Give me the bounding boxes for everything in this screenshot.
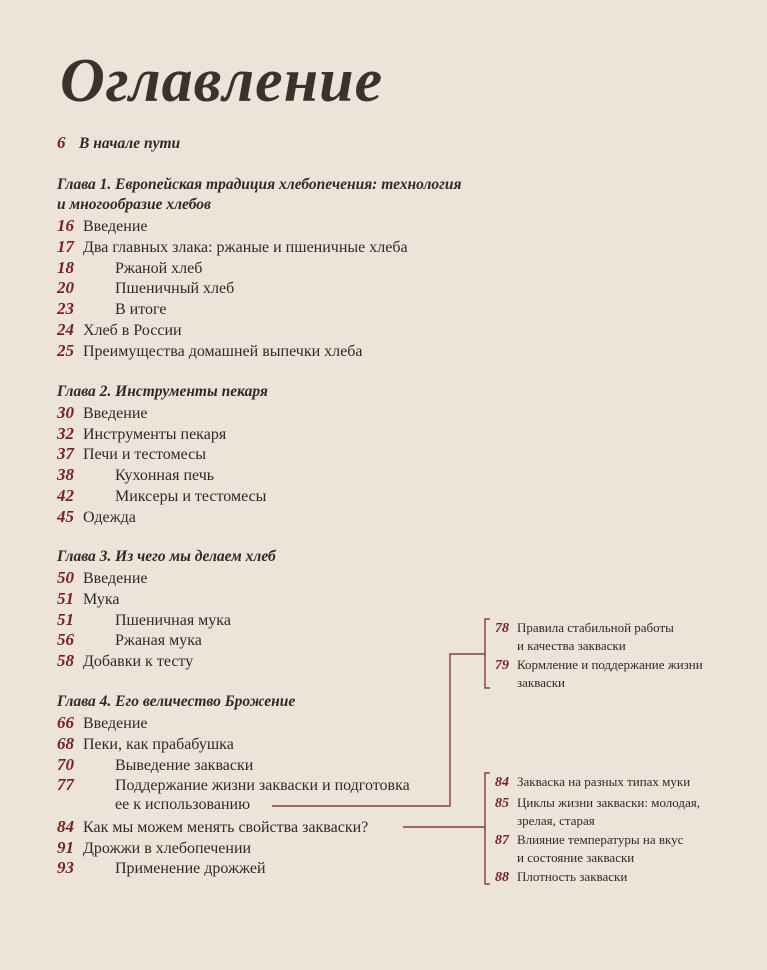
page-number: 87 xyxy=(495,833,509,848)
bracket-group-2 xyxy=(485,773,490,884)
toc-label: Введение xyxy=(83,715,148,732)
page-number: 23 xyxy=(57,299,74,318)
connector-77 xyxy=(272,654,485,806)
toc-label: Введение xyxy=(83,218,148,235)
toc-label: Одежда xyxy=(83,509,136,526)
toc-label: Пшеничная мука xyxy=(115,612,231,629)
toc-label: Применение дрожжей xyxy=(115,860,266,877)
toc-label: Два главных злака: ржаные и пшеничные хлеба xyxy=(83,239,408,256)
side-label: Закваска на разных типах муки xyxy=(517,774,691,789)
page-number: 85 xyxy=(495,796,509,811)
page-title: Оглавление xyxy=(60,47,384,115)
page-number: 68 xyxy=(57,734,74,753)
toc-label: Как мы можем менять свойства закваски? xyxy=(83,819,369,836)
toc-label: Введение xyxy=(83,570,148,587)
toc-label: Кухонная печь xyxy=(115,467,215,484)
toc-label: Мука xyxy=(83,591,120,608)
page-number: 84 xyxy=(57,817,74,836)
chapter-1-title[interactable]: Глава 1. Европейская традиция хлебопечения: технология xyxy=(57,176,462,193)
page-number: 42 xyxy=(57,486,74,505)
page-number: 66 xyxy=(57,713,74,732)
side-label-cont: закваски xyxy=(517,675,566,690)
page-number: 91 xyxy=(57,838,74,857)
side-label-cont: и состояние закваски xyxy=(517,850,635,865)
toc-label: В начале пути xyxy=(79,135,181,152)
toc-label: Инструменты пекаря xyxy=(83,426,227,443)
page-number: 77 xyxy=(57,775,74,794)
page-number: 56 xyxy=(57,630,74,649)
toc-label: Пшеничный хлеб xyxy=(115,280,235,297)
side-label: Плотность закваски xyxy=(517,869,628,884)
chapter-2-title[interactable]: Глава 2. Инструменты пекаря xyxy=(57,383,268,400)
page-number: 84 xyxy=(495,775,509,790)
toc-label: ее к использованию xyxy=(115,796,251,813)
toc-label: В итоге xyxy=(115,301,167,318)
toc-label: Ржаной хлеб xyxy=(115,260,203,277)
page-number: 79 xyxy=(495,658,509,673)
page-number: 88 xyxy=(495,870,509,885)
chapter-4-title[interactable]: Глава 4. Его величество Брожение xyxy=(57,693,296,710)
toc-label: Введение xyxy=(83,405,148,422)
toc-label: Преимущества домашней выпечки хлеба xyxy=(83,343,363,360)
side-label-cont: и качества закваски xyxy=(517,638,626,653)
page-number: 78 xyxy=(495,621,509,636)
page-number: 25 xyxy=(57,341,74,360)
toc-label: Дрожжи в хлебопечении xyxy=(83,840,252,857)
page-number: 45 xyxy=(57,507,74,526)
page-number: 37 xyxy=(57,444,74,463)
side-label-cont: зрелая, старая xyxy=(517,813,595,828)
page-number: 50 xyxy=(57,568,74,587)
side-label: Правила стабильной работы xyxy=(517,620,674,635)
page-number: 16 xyxy=(57,216,74,235)
toc-label: Пеки, как прабабушка xyxy=(83,736,234,753)
page-number: 6 xyxy=(57,133,66,152)
toc-label: Поддержание жизни закваски и подготовка xyxy=(115,777,410,794)
bracket-group-1 xyxy=(485,619,490,688)
toc-label: Ржаная мука xyxy=(115,632,202,649)
page-number: 30 xyxy=(57,403,74,422)
page-number: 38 xyxy=(57,465,74,484)
page-number: 51 xyxy=(57,589,74,608)
toc-label: Печи и тестомесы xyxy=(83,446,206,463)
toc-label: Хлеб в России xyxy=(83,322,182,339)
page-number: 18 xyxy=(57,258,74,277)
page-number: 51 xyxy=(57,610,74,629)
chapter-1-title-cont[interactable]: и многообразие хлебов xyxy=(57,196,211,213)
page-number: 20 xyxy=(57,278,74,297)
side-label: Циклы жизни закваски: молодая, xyxy=(517,795,701,810)
toc-label: Выведение закваски xyxy=(115,757,254,774)
toc-label: Добавки к тесту xyxy=(83,653,194,670)
page-number: 93 xyxy=(57,858,74,877)
page-number: 32 xyxy=(57,424,74,443)
side-label: Кормление и поддержание жизни xyxy=(517,657,703,672)
page-number: 58 xyxy=(57,651,74,670)
page-number: 24 xyxy=(57,320,74,339)
page-number: 17 xyxy=(57,237,74,256)
side-label: Влияние температуры на вкус xyxy=(517,832,684,847)
chapter-3-title[interactable]: Глава 3. Из чего мы делаем хлеб xyxy=(57,548,276,565)
toc-label: Миксеры и тестомесы xyxy=(115,488,267,505)
page-number: 70 xyxy=(57,755,74,774)
